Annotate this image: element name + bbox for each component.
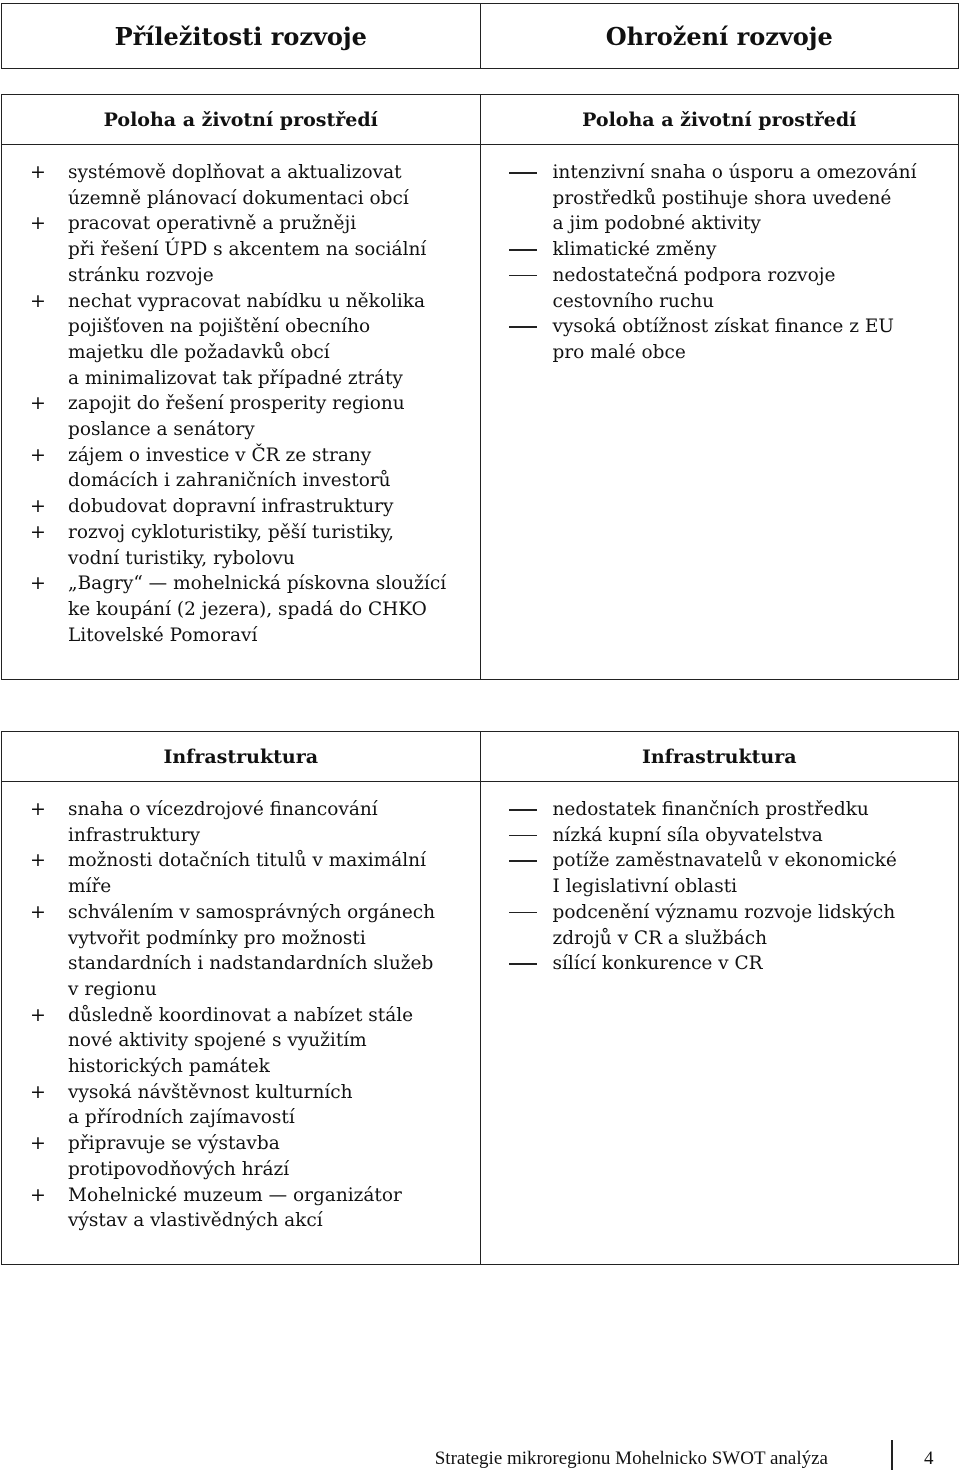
dash-bullet-icon: [481, 848, 553, 899]
opportunities-column: [2, 95, 480, 679]
list-item-text: možnosti dotačních titulů v maximální míře: [68, 850, 426, 898]
list-item: [2, 571, 480, 648]
dash-bullet-icon: [481, 263, 553, 314]
list-item: [2, 1003, 480, 1080]
list-item-text: nechat vypracovat nabídku u několika pojišťoven na pojištění obecního majetku dle požadavků obcí a minimalizovat tak případné ztráty: [68, 290, 426, 389]
plus-bullet-icon: [2, 1080, 68, 1131]
list-item-text: snaha o vícezdrojové financování infrastruktury: [68, 799, 378, 846]
dash-bullet-icon: [481, 797, 553, 823]
dash-bullet-icon: [481, 314, 553, 365]
opportunities-column: [2, 732, 480, 1264]
list-item: [481, 237, 959, 263]
list-item-text: klimatické změny: [552, 239, 717, 261]
list-item-text: vysoká návštěvnost kulturních a přírodních zajímavostí: [68, 1081, 353, 1129]
list-item-text: nedostatečná podpora rozvoje cestovního ruchu: [552, 264, 836, 312]
section-heading: Infrastruktura: [481, 732, 959, 782]
opportunities-list: [2, 145, 480, 648]
list-item: [481, 797, 959, 823]
list-item: [2, 520, 480, 571]
list-item-text: pracovat operativně a pružněji při řešení ÚPD s akcentem na sociální stránku rozvoje: [68, 213, 427, 286]
threats-title: Ohrožení rozvoje: [480, 4, 959, 68]
page-footer: [0, 1440, 960, 1471]
list-item-text: intenzivní snaha o úsporu a omezování prostředků postihuje shora uvedené a jim podobné aktivity: [552, 162, 917, 235]
list-item: [2, 1131, 480, 1182]
list-item: [481, 823, 959, 849]
list-item: [2, 900, 480, 1003]
opportunities-title: Příležitosti rozvoje: [114, 21, 367, 51]
threats-list: [481, 145, 959, 366]
opportunities-list: [2, 782, 480, 1234]
section-location-environment: [1, 94, 959, 680]
list-item-text: potíže zaměstnavatelů v ekonomické I legislativní oblasti: [552, 850, 897, 898]
list-item: [2, 443, 480, 494]
section-heading: Infrastruktura: [2, 732, 480, 782]
list-item: [2, 848, 480, 899]
plus-bullet-icon: [2, 797, 68, 848]
list-item-text: dobudovat dopravní infrastruktury: [68, 496, 394, 518]
page-number: 4: [924, 1448, 934, 1469]
plus-bullet-icon: [2, 1183, 68, 1234]
section-heading: Poloha a životní prostředí: [2, 95, 480, 145]
list-item-text: připravuje se výstavba protipovodňových hrází: [68, 1133, 290, 1180]
list-item-text: zapojit do řešení prosperity regionu poslance a senátory: [68, 393, 405, 441]
plus-bullet-icon: [2, 289, 68, 392]
plus-bullet-icon: [2, 520, 68, 571]
plus-bullet-icon: [2, 494, 68, 520]
plus-bullet-icon: [2, 571, 68, 648]
footer-divider: [891, 1440, 893, 1470]
list-item: [481, 848, 959, 899]
list-item-text: rozvoj cykloturistiky, pěší turistiky, vodní turistiky, rybolovu: [68, 521, 395, 569]
dash-bullet-icon: [481, 951, 553, 977]
list-item: [2, 494, 480, 520]
list-item: [2, 391, 480, 442]
list-item-text: vysoká obtížnost získat finance z EU pro malé obce: [552, 316, 894, 363]
threats-list: [481, 782, 959, 977]
list-item-text: nízká kupní síla obyvatelstva: [552, 824, 823, 846]
plus-bullet-icon: [2, 443, 68, 494]
plus-bullet-icon: [2, 848, 68, 899]
plus-bullet-icon: [2, 160, 68, 211]
list-item: [2, 1183, 480, 1234]
list-item-text: systémově doplňovat a aktualizovat územně plánovací dokumentaci obcí: [68, 162, 409, 209]
plus-bullet-icon: [2, 211, 68, 288]
list-item-text: důsledně koordinovat a nabízet stále nové aktivity spojené s využitím historických památek: [68, 1004, 414, 1078]
list-item: [2, 289, 480, 392]
threats-column: [480, 732, 959, 1264]
dash-bullet-icon: [481, 160, 553, 237]
list-item: [2, 1080, 480, 1131]
list-item-text: Mohelnické muzeum — organizátor výstav a vlastivědných akcí: [68, 1184, 402, 1232]
dash-bullet-icon: [481, 900, 553, 951]
list-item-text: zájem o investice v ČR ze strany domácích i zahraničních investorů: [68, 444, 391, 492]
dash-bullet-icon: [481, 823, 553, 849]
list-item: [481, 263, 959, 314]
list-item-text: nedostatek finančních prostředku: [552, 799, 869, 820]
list-item: [2, 797, 480, 848]
section-infrastructure: [1, 731, 959, 1265]
dash-bullet-icon: [481, 237, 553, 263]
threats-column: [480, 95, 959, 679]
plus-bullet-icon: [2, 1003, 68, 1080]
plus-bullet-icon: [2, 900, 68, 1003]
list-item-text: schválením v samosprávných orgánech vytvořit podmínky pro možnosti standardních i nadstandardních služeb v regionu: [68, 901, 436, 1000]
list-item: [2, 160, 480, 211]
section-heading: Poloha a životní prostředí: [481, 95, 959, 145]
list-item-text: podcenění významu rozvoje lidských zdrojů v CR a službách: [552, 901, 896, 949]
plus-bullet-icon: [2, 1131, 68, 1182]
list-item-text: sílící konkurence v CR: [552, 953, 763, 975]
list-item: [481, 900, 959, 951]
swot-header-table: [1, 3, 959, 69]
plus-bullet-icon: [2, 391, 68, 442]
list-item: [481, 160, 959, 237]
list-item: [481, 314, 959, 365]
list-item: [481, 951, 959, 977]
footer-document-title: Strategie mikroregionu Mohelnicko SWOT analýza: [434, 1448, 828, 1469]
list-item-text: „Bagry“ — mohelnická pískovna sloužící ke koupání (2 jezera), spadá do CHKO Litovelské Pomoraví: [68, 573, 447, 646]
list-item: [2, 211, 480, 288]
